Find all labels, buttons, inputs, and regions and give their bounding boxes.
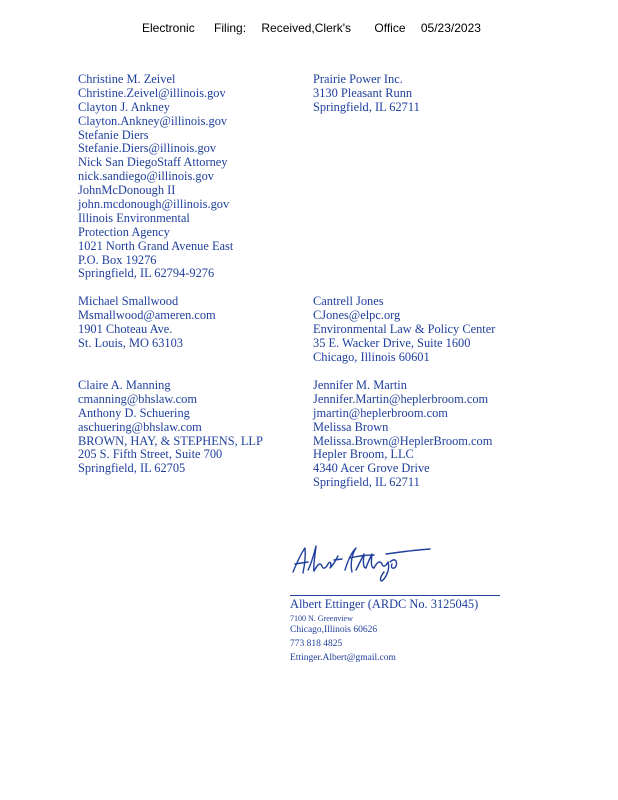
- service-line: 1021 North Grand Avenue East: [78, 238, 234, 253]
- service-line: Environmental Law & Policy Center: [313, 321, 496, 336]
- service-line: Hepler Broom, LLC: [313, 447, 414, 462]
- service-line: Illinois Environmental: [78, 210, 190, 225]
- service-line: Springfield, IL 62711: [313, 475, 420, 490]
- header-received: Received,Clerk's: [261, 21, 352, 35]
- service-block-ameren: [78, 295, 216, 351]
- service-line: Christine.Zeivel@illinois.gov: [78, 85, 226, 100]
- signature-line: [290, 595, 500, 596]
- service-line: Springfield, IL 62794-9276: [78, 266, 215, 281]
- service-block-prairie-power: [313, 73, 420, 115]
- service-line: BROWN, HAY, & STEPHENS, LLP: [78, 433, 263, 448]
- service-line: CJones@elpc.org: [313, 307, 401, 322]
- service-line: Protection Agency: [78, 224, 170, 239]
- service-line: Msmallwood@ameren.com: [78, 307, 216, 322]
- service-line: aschuering@bhslaw.com: [78, 419, 202, 434]
- header-filing: Filing:: [214, 21, 247, 35]
- service-block-elpc: [313, 295, 495, 364]
- service-line: Springfield, IL 62711: [313, 99, 420, 114]
- service-line: Clayton J. Ankney: [78, 99, 170, 114]
- service-line: Michael Smallwood: [78, 294, 179, 308]
- service-block-il-epa: [78, 73, 233, 281]
- service-line: jmartin@heplerbroom.com: [313, 405, 448, 420]
- signer-email: Ettinger.Albert@gmail.com: [290, 653, 396, 663]
- service-line: P.O. Box 19276: [78, 252, 157, 267]
- service-line: 205 S. Fifth Street, Suite 700: [78, 447, 223, 462]
- handwritten-signature: [290, 540, 440, 590]
- service-line: 3130 Pleasant Runn: [313, 85, 413, 100]
- service-line: Stefanie.Diers@illinois.gov: [78, 141, 217, 156]
- service-line: cmanning@bhslaw.com: [78, 391, 197, 406]
- service-line: St. Louis, MO 63103: [78, 335, 183, 350]
- header-office: Office: [374, 21, 406, 35]
- service-line: john.mcdonough@illinois.gov: [78, 197, 230, 212]
- service-line: Melissa.Brown@HeplerBroom.com: [313, 433, 493, 448]
- service-block-heplerbroom: [313, 379, 492, 490]
- signer-phone: 773 818 4825: [290, 639, 343, 649]
- signer-street: 7100 N. Greenview: [290, 614, 353, 623]
- service-line: Clayton.Ankney@illinois.gov: [78, 113, 228, 128]
- header-electronic: Electronic: [142, 21, 195, 35]
- service-line: Prairie Power Inc.: [313, 72, 403, 86]
- service-line: Christine M. Zeivel: [78, 72, 176, 86]
- service-line: Cantrell Jones: [313, 294, 384, 308]
- service-line: Stefanie Diers: [78, 127, 149, 142]
- service-line: JohnMcDonough II: [78, 183, 176, 198]
- signer-name: Albert Ettinger (ARDC No. 3125045): [290, 597, 479, 611]
- service-line: Claire A. Manning: [78, 378, 171, 392]
- service-line: nick.sandiego@illinois.gov: [78, 169, 214, 184]
- service-line: 35 E. Wacker Drive, Suite 1600: [313, 335, 471, 350]
- service-line: Chicago, Illinois 60601: [313, 349, 430, 364]
- service-line: Springfield, IL 62705: [78, 461, 186, 476]
- service-line: 1901 Choteau Ave.: [78, 321, 173, 336]
- signer-city: Chicago,Illinois 60626: [290, 625, 378, 635]
- service-line: Anthony D. Schuering: [78, 405, 190, 420]
- service-line: Jennifer M. Martin: [313, 378, 407, 392]
- service-line: Melissa Brown: [313, 419, 389, 434]
- service-line: Nick San DiegoStaff Attorney: [78, 155, 228, 170]
- service-block-bhslaw: [78, 379, 263, 476]
- header-date: 05/23/2023: [420, 21, 481, 35]
- filing-header: [142, 21, 481, 35]
- service-line: 4340 Acer Grove Drive: [313, 461, 430, 476]
- service-line: Jennifer.Martin@heplerbroom.com: [313, 391, 489, 406]
